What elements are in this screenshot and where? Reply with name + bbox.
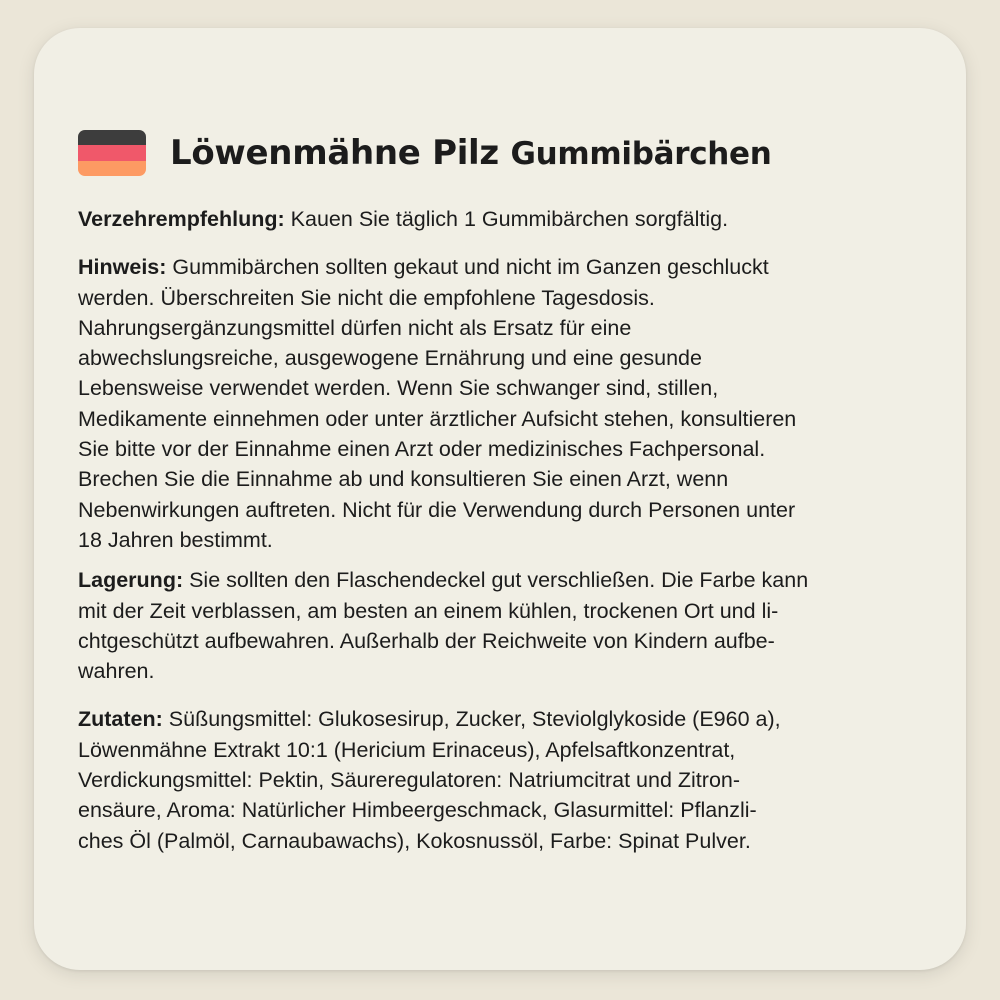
flag-stripe-gold bbox=[78, 161, 146, 176]
dosage-paragraph bbox=[78, 204, 938, 234]
ingredients-line: Süßungsmittel: Glukosesirup, Zucker, Steviolglykoside (E960 a), bbox=[168, 707, 781, 732]
storage-line: Sie sollten den Flaschendeckel gut verschließen. Die Farbe kann bbox=[189, 568, 809, 593]
storage-line: wahren. bbox=[78, 659, 155, 684]
notice-line: Sie bitte vor der Einnahme einen Arzt oder medizinisches Fachpersonal. bbox=[78, 437, 766, 462]
dosage-text: Kauen Sie täglich 1 Gummibärchen sorgfältig. bbox=[290, 207, 729, 231]
notice-label: Hinweis: bbox=[78, 255, 167, 280]
notice-line: Gummibärchen sollten gekaut und nicht im Ganzen geschluckt bbox=[172, 255, 769, 280]
notice-line: Brechen Sie die Einnahme ab und konsultieren Sie einen Arzt, wenn bbox=[78, 467, 729, 492]
label-content bbox=[78, 204, 938, 866]
notice-line: Lebensweise verwendet werden. Wenn Sie schwanger sind, stillen, bbox=[78, 376, 719, 401]
ingredients-line: ches Öl (Palmöl, Carnaubawachs), Kokosnussöl, Farbe: Spinat Pulver. bbox=[78, 828, 751, 853]
notice-line: Nebenwirkungen auftreten. Nicht für die Verwendung durch Personen unter bbox=[78, 497, 796, 522]
title-part-2: Gummibärchen bbox=[510, 136, 772, 172]
notice-line: abwechslungsreiche, ausgewogene Ernährung und eine gesunde bbox=[78, 346, 702, 371]
storage-line: mit der Zeit verblassen, am besten an einem kühlen, trockenen Ort und li- bbox=[78, 598, 779, 623]
storage-paragraph bbox=[78, 565, 938, 686]
ingredients-label: Zutaten: bbox=[78, 707, 163, 732]
germany-flag-icon bbox=[78, 130, 146, 176]
dosage-label: Verzehrempfehlung: bbox=[78, 207, 285, 231]
notice-line: Nahrungsergänzungsmittel dürfen nicht als Ersatz für eine bbox=[78, 315, 632, 340]
notice-paragraph bbox=[78, 252, 938, 555]
ingredients-line: Löwenmähne Extrakt 10:1 (Hericium Erinaceus), Apfelsaftkonzentrat, bbox=[78, 737, 736, 762]
title-part-1: Löwenmähne Pilz bbox=[170, 133, 499, 173]
flag-stripe-red bbox=[78, 145, 146, 160]
ingredients-line: Verdickungsmittel: Pektin, Säureregulatoren: Natriumcitrat und Zitron- bbox=[78, 768, 741, 793]
flag-stripe-black bbox=[78, 130, 146, 145]
storage-line: chtgeschützt aufbewahren. Außerhalb der Reichweite von Kindern aufbe- bbox=[78, 628, 775, 653]
notice-line: Medikamente einnehmen oder unter ärztlicher Aufsicht stehen, konsultieren bbox=[78, 406, 797, 431]
notice-line: werden. Überschreiten Sie nicht die empfohlene Tagesdosis. bbox=[78, 285, 655, 310]
header bbox=[78, 130, 772, 176]
notice-line: 18 Jahren bestimmt. bbox=[78, 527, 273, 552]
ingredients-paragraph bbox=[78, 704, 938, 855]
ingredients-line: ensäure, Aroma: Natürlicher Himbeergeschmack, Glasurmittel: Pflanzli- bbox=[78, 798, 757, 823]
storage-label: Lagerung: bbox=[78, 568, 184, 593]
page-title bbox=[170, 133, 772, 173]
